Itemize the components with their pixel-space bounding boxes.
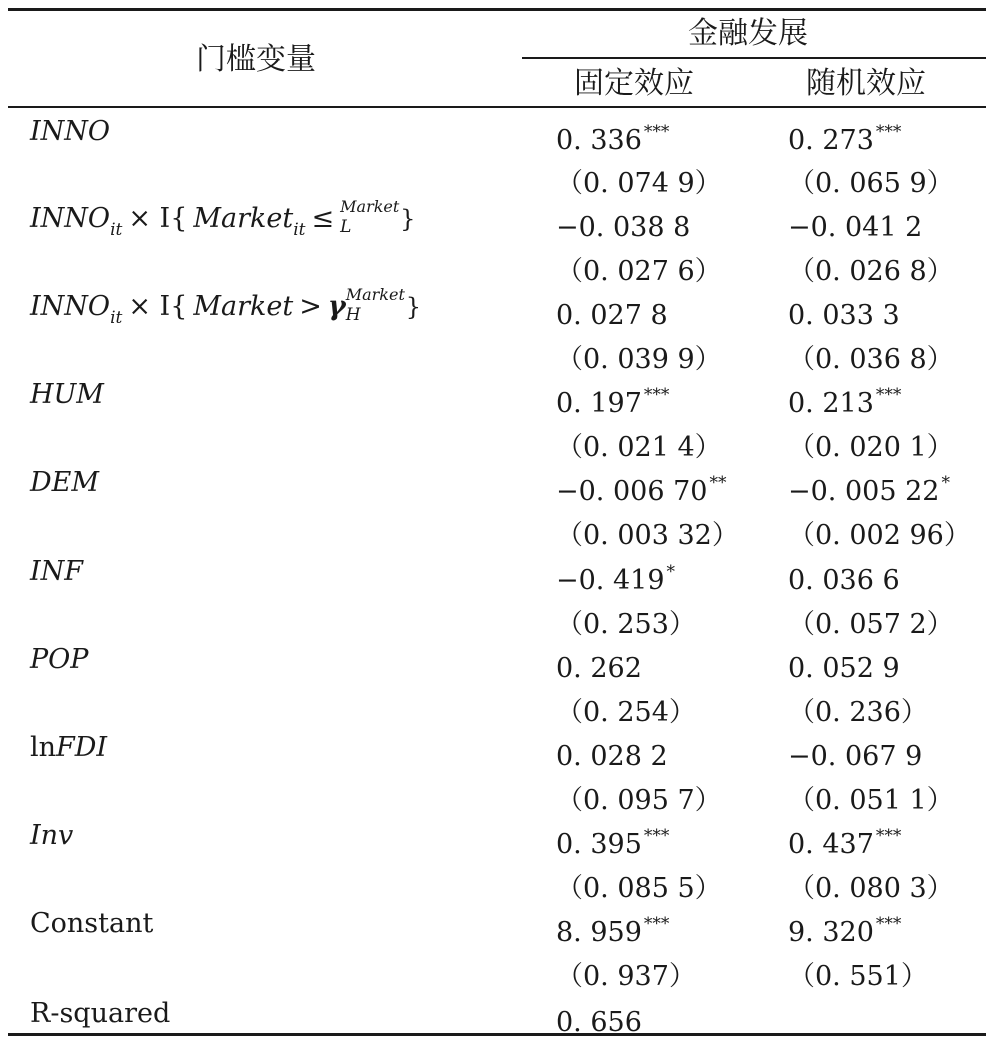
table-row <box>0 946 992 990</box>
gamma-symbol: γ <box>327 291 346 322</box>
fixed-number: （0. 085 5） <box>556 873 722 904</box>
fixed-effects-header: 固定效应 <box>574 66 694 101</box>
header-rule <box>8 106 986 108</box>
top-rule <box>8 8 986 11</box>
threshold-sup: Market <box>340 196 400 216</box>
row-label: Constant <box>30 908 154 939</box>
random-number: （0. 551） <box>788 961 928 992</box>
random-number: （0. 026 8） <box>788 256 954 287</box>
fixed-significance: *** <box>643 122 670 142</box>
table-row <box>0 902 992 946</box>
random-number: （0. 080 3） <box>788 873 954 904</box>
var-sub: it <box>110 220 123 240</box>
table-row <box>0 197 992 241</box>
random-significance: *** <box>875 122 902 142</box>
row-label <box>30 726 107 770</box>
market-var: Market <box>193 203 294 234</box>
fixed-number: （0. 253） <box>556 609 696 640</box>
row-label: HUM <box>30 379 104 410</box>
random-significance: *** <box>875 826 902 846</box>
row-label: INNO <box>30 116 111 147</box>
random-number: 9. 320 <box>788 917 874 948</box>
threshold-sup-sub <box>340 196 400 240</box>
fixed-number: 8. 959 <box>556 917 642 948</box>
financial-development-header: 金融发展 <box>688 16 808 51</box>
threshold-low: L <box>340 216 352 237</box>
random-effect-value <box>788 992 790 1045</box>
relation: > <box>299 291 322 322</box>
table-row <box>0 241 992 285</box>
random-number: （0. 057 2） <box>788 609 954 640</box>
fixed-number: 0. 336 <box>556 125 642 156</box>
var-base: INNO <box>30 291 111 322</box>
fixed-number: 0. 262 <box>556 653 642 684</box>
table-row <box>0 594 992 638</box>
fixed-number: （0. 095 7） <box>556 785 722 816</box>
random-number: （0. 036 8） <box>788 344 954 375</box>
random-significance: *** <box>875 914 902 934</box>
threshold-sup: Market <box>345 284 405 304</box>
fixed-significance: *** <box>643 826 670 846</box>
close-brace: } <box>400 205 416 233</box>
random-number: 0. 036 6 <box>788 565 900 596</box>
table-row <box>0 373 992 417</box>
table-row <box>0 110 992 154</box>
table-row <box>0 638 992 682</box>
threshold-sup-sub <box>345 284 406 328</box>
row-label: Inv <box>30 820 74 851</box>
table-row <box>0 329 992 373</box>
market-var: Market <box>193 291 294 322</box>
fixed-number: （0. 003 32） <box>556 520 739 551</box>
table-row <box>0 461 992 505</box>
random-number: 0. 437 <box>788 829 874 860</box>
random-number: 0. 052 9 <box>788 653 900 684</box>
table-row <box>0 550 992 594</box>
threshold-low: H <box>345 304 361 325</box>
threshold-variable-header: 门槛变量 <box>196 42 316 77</box>
fixed-effect-value <box>556 992 644 1045</box>
row-label: POP <box>30 644 89 675</box>
random-significance: *** <box>875 385 902 405</box>
table-row <box>0 505 992 549</box>
fixed-number: （0. 027 6） <box>556 256 722 287</box>
var-base: INNO <box>30 203 111 234</box>
table-row <box>0 153 992 197</box>
group-underline <box>522 57 986 59</box>
fixed-number: 0. 197 <box>556 388 642 419</box>
table-row <box>0 726 992 770</box>
random-significance: * <box>941 473 950 493</box>
table-row <box>0 682 992 726</box>
fixed-significance: *** <box>643 914 670 934</box>
random-number: （0. 020 1） <box>788 432 954 463</box>
table-row <box>0 858 992 902</box>
random-number: 0. 213 <box>788 388 874 419</box>
fixed-significance: *** <box>643 385 670 405</box>
ln-prefix: ln <box>30 732 57 763</box>
random-number: −0. 067 9 <box>788 741 923 772</box>
random-number: 0. 273 <box>788 125 874 156</box>
table-row <box>0 417 992 461</box>
fixed-significance: * <box>666 562 676 582</box>
table-row <box>0 814 992 858</box>
fixed-number: 0. 027 8 <box>556 300 668 331</box>
relation: ≤ <box>311 203 335 234</box>
fixed-significance: ** <box>709 473 727 493</box>
fixed-number: −0. 006 70 <box>556 476 708 507</box>
fixed-number: −0. 419 <box>556 565 665 596</box>
market-sub: it <box>293 220 306 240</box>
random-number: −0. 041 2 <box>788 212 923 243</box>
fixed-number: （0. 039 9） <box>556 344 722 375</box>
table-row <box>0 770 992 814</box>
fixed-number: （0. 074 9） <box>556 168 722 199</box>
random-number: 0. 033 3 <box>788 300 900 331</box>
fdi-var: FDI <box>56 732 108 763</box>
fixed-number: 0. 656 <box>556 1007 642 1038</box>
random-number: −0. 005 22 <box>788 476 940 507</box>
fixed-number: （0. 254） <box>556 697 696 728</box>
operator: × I{ <box>128 203 188 234</box>
random-number: （0. 002 96） <box>788 520 971 551</box>
table-row <box>0 285 992 329</box>
var-sub: it <box>110 308 123 328</box>
fixed-number: （0. 937） <box>556 961 696 992</box>
fixed-number: −0. 038 8 <box>556 212 691 243</box>
close-brace: } <box>405 293 421 321</box>
random-number: （0. 051 1） <box>788 785 954 816</box>
fixed-number: （0. 021 4） <box>556 432 722 463</box>
row-label: INF <box>30 556 84 587</box>
operator: × I{ <box>128 291 188 322</box>
random-number: （0. 065 9） <box>788 168 954 199</box>
random-number: （0. 236） <box>788 697 928 728</box>
table-row <box>0 992 992 1036</box>
random-effects-header: 随机效应 <box>806 66 926 101</box>
row-label: R-squared <box>30 998 171 1029</box>
fixed-number: 0. 395 <box>556 829 642 860</box>
fixed-number: 0. 028 2 <box>556 741 668 772</box>
row-label: DEM <box>30 467 100 498</box>
